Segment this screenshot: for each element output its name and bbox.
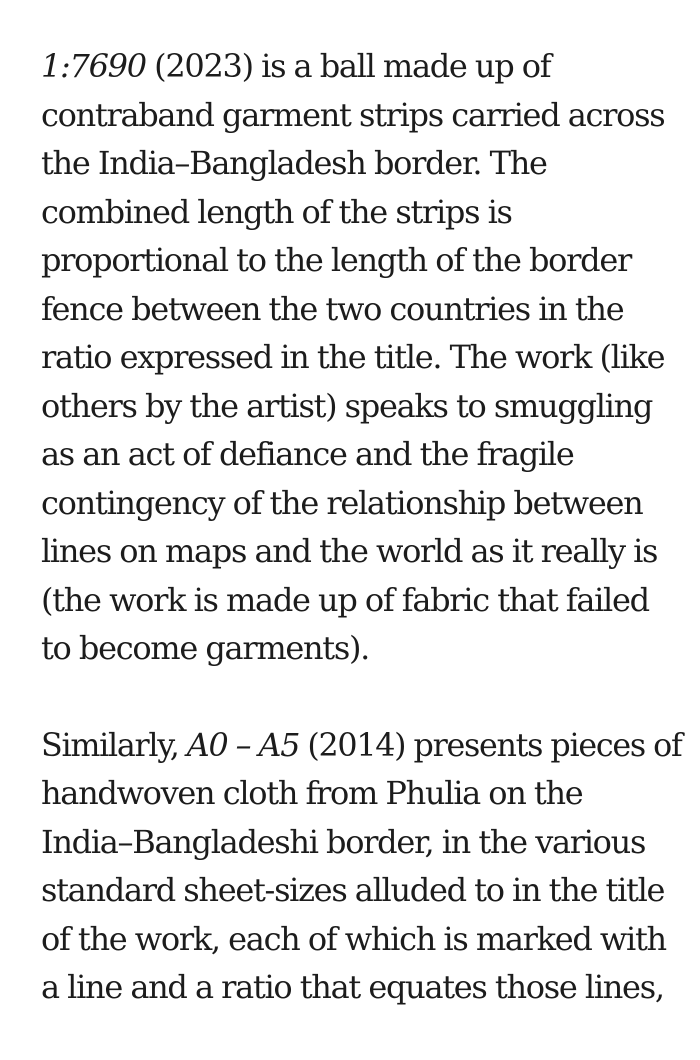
body-text: of the work, each of which is marked with: [41, 919, 666, 958]
text-line: [41, 42, 681, 91]
artwork-title: A0 – A5: [186, 725, 300, 764]
body-text: handwoven cloth from Phulia on the: [41, 774, 583, 812]
text-line: [41, 382, 681, 431]
body-text: contraband garment strips carried across: [41, 95, 665, 134]
body-text: (the work is made up of fabric that failed: [41, 580, 649, 619]
body-text: India–Bangladeshi border, in the various: [41, 822, 646, 861]
article-body: [41, 42, 681, 1060]
text-line: [41, 818, 681, 867]
text-line: [41, 527, 681, 576]
text-line: [41, 866, 681, 915]
body-text: fence between the two countries in the: [41, 289, 624, 328]
text-line: [41, 721, 681, 770]
body-text: to become garments).: [41, 629, 370, 667]
body-text: (2014) presents pieces of: [299, 725, 682, 764]
text-line: [41, 479, 681, 528]
body-text: (2023) is a ball made up of: [145, 47, 551, 85]
text-line: [41, 769, 681, 818]
body-text: contingency of the relationship between: [41, 483, 643, 522]
text-line: [41, 236, 681, 285]
text-line: [41, 91, 681, 140]
text-line: [41, 576, 681, 625]
body-text: lines on maps and the world as it really is: [41, 532, 658, 570]
artwork-title: 1:7690: [41, 47, 146, 85]
body-text: standard sheet-sizes alluded to in the title: [41, 871, 665, 909]
text-line: [41, 139, 681, 188]
text-line: [41, 624, 681, 673]
paragraph: [41, 42, 681, 673]
text-line: [41, 963, 681, 1012]
text-line: [41, 430, 681, 479]
body-text: ratio expressed in the title. The work (like: [41, 338, 665, 376]
body-text: combined length of the strips is: [41, 192, 512, 231]
body-text: proportional to the length of the border: [41, 241, 631, 279]
text-line: [41, 188, 681, 237]
body-text: the India–Bangladesh border. The: [41, 144, 547, 182]
paragraph: [41, 721, 681, 1012]
body-text: Similarly,: [41, 725, 187, 764]
body-text: a line and a ratio that equates those lines,: [41, 968, 664, 1006]
text-line: [41, 915, 681, 964]
text-line: [41, 285, 681, 334]
body-text: as an act of defiance and the fragile: [41, 435, 574, 473]
body-text: others by the artist) speaks to smuggling: [41, 386, 653, 425]
text-line: [41, 333, 681, 382]
